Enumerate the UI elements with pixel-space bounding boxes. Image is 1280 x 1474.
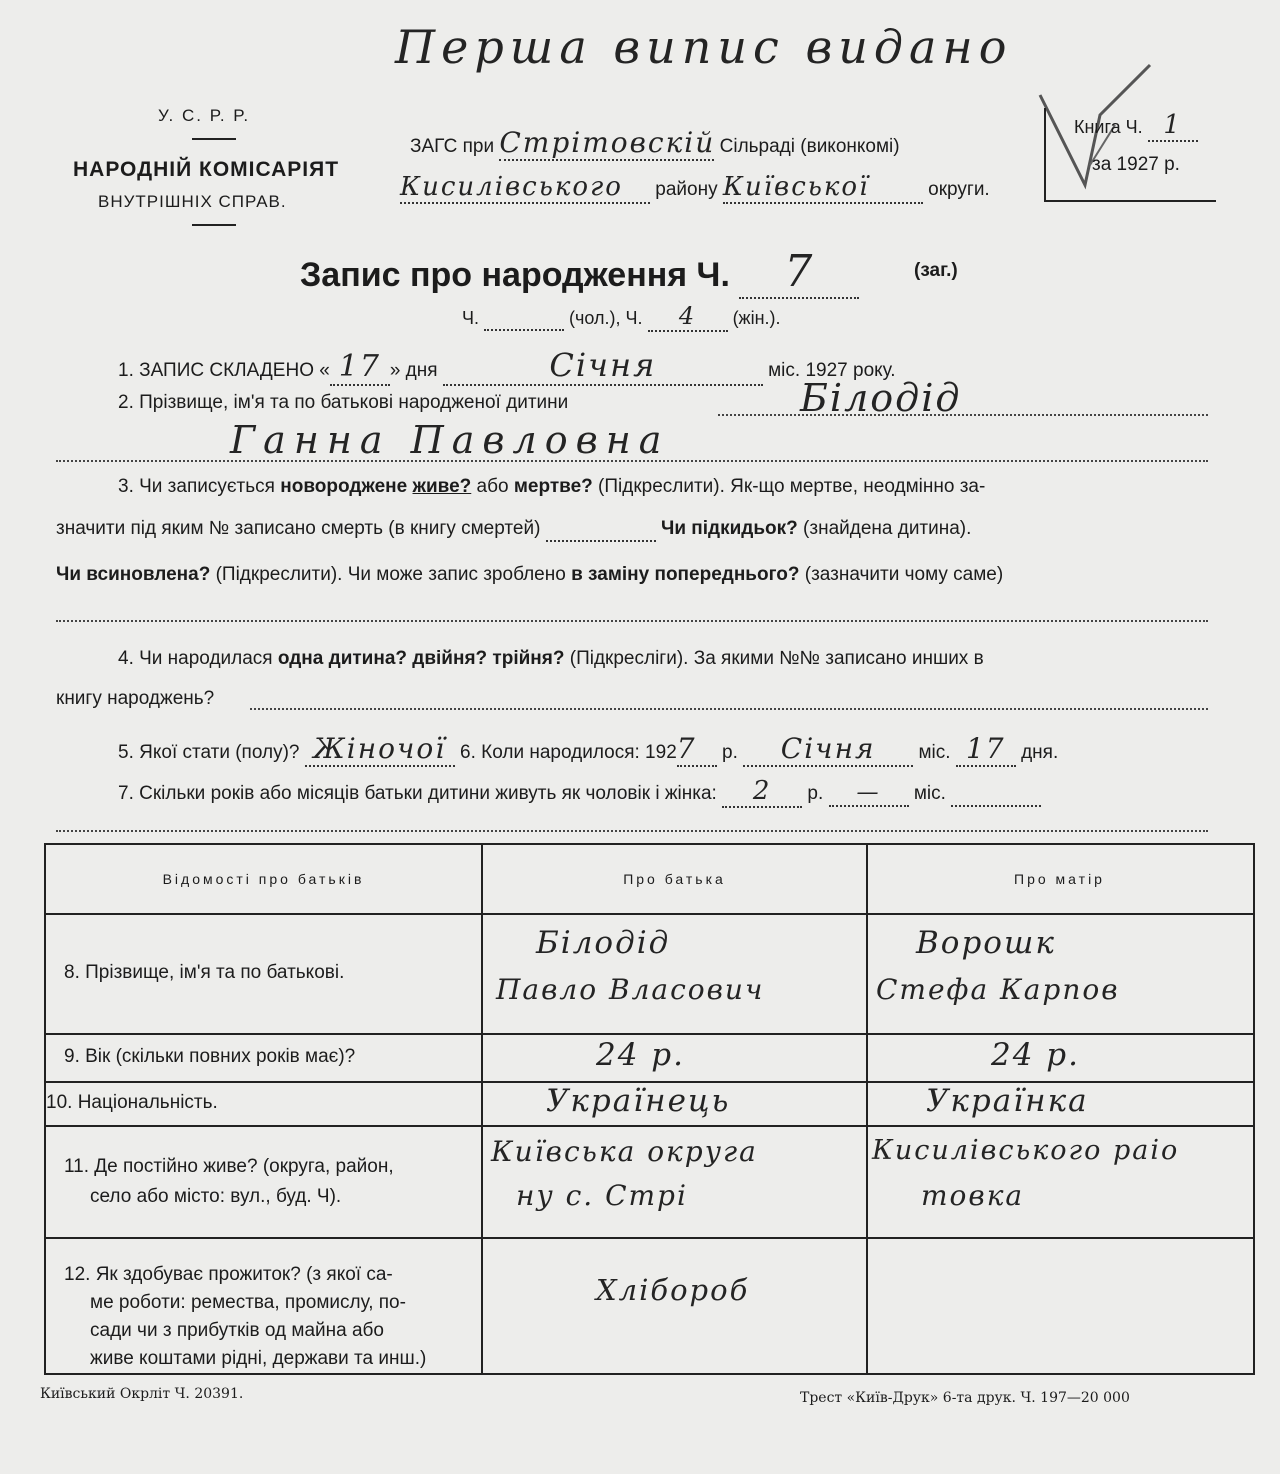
district-handwritten: Кисилівського [400, 172, 650, 204]
q3-foundling: Чи підкидьок? [660, 518, 798, 539]
female-label: (жін.). [732, 308, 781, 328]
q2-line-1 [718, 414, 1208, 416]
book-number-handwritten: 1 [1148, 110, 1198, 142]
q7-line-blank [56, 830, 1208, 832]
q3-t3: (Підкреслити). Як-що мертве, неодмінно за- [598, 476, 986, 497]
zags-line [410, 126, 900, 161]
q1-prefix: 1. ЗАПИС СКЛАДЕНО « [118, 360, 330, 381]
row-8-mother-given: Стефа Карпов [876, 973, 1120, 1006]
zags-suffix: Сільраді (виконкомі) [719, 136, 900, 157]
row-12-label-3: сади чи з прибутків од майна або [90, 1320, 384, 1341]
zags-prefix: ЗАГС при [410, 136, 495, 157]
q6-r: р. [722, 742, 738, 763]
q3-t6: (Підкреслити). Чи може запис зроблено [215, 564, 566, 585]
q4-t2: (Підкресліги). За якими №№ записано инших в [569, 648, 984, 669]
table-row-divider-4 [46, 1125, 1253, 1127]
q7-r: р. [807, 783, 824, 804]
row-11-father-1: Київська округа [491, 1135, 758, 1168]
q3-newborn: новороджене [280, 476, 408, 497]
male-prefix: Ч. [462, 308, 479, 328]
q7-months-handwritten: — [829, 780, 909, 807]
record-total-suffix: (заг.) [914, 260, 958, 281]
q1-day-handwritten: 17 [330, 349, 390, 386]
row-8-father-surname: Білодід [536, 925, 671, 961]
row-12-label-4: живе коштами рідні, держави та инш.) [90, 1348, 427, 1369]
row-12-label-1: 12. Як здобуває прожиток? (з якої са- [64, 1264, 393, 1285]
district-line [400, 172, 990, 204]
q4-line-blank [250, 708, 1208, 710]
top-handwritten-note: Перша виnис видано [395, 20, 1013, 74]
commissariat-title: НАРОДНІЙ КОМІСАРІЯТ [73, 158, 340, 181]
table-header-father: Про батька [623, 871, 726, 887]
header-divider-1 [192, 138, 236, 140]
book-year: за 1927 р. [1092, 154, 1180, 175]
table-col-divider-2 [866, 845, 868, 1373]
q4-t1: 4. Чи народилася [118, 648, 273, 669]
row-11-label-2: село або місто: вул., буд. Ч). [90, 1186, 342, 1207]
book-box [1044, 108, 1216, 202]
okruha-label: округи. [928, 179, 990, 200]
q3-t4: значити під яким № записано смерть (в книгу смертей) [56, 518, 541, 539]
row-11-mother-1: Кисилівського раіо [872, 1135, 1180, 1166]
table-header-mother: Про матір [1014, 871, 1105, 887]
q6-mis: міс. [918, 742, 951, 763]
q1-mid: » дня [389, 360, 438, 381]
table-header-info: Відомості про батьків [162, 871, 365, 887]
state-abbrev: У. С. Р. Р. [158, 106, 251, 125]
q4-line-2: книгу народжень? [56, 688, 215, 709]
table-col-divider-1 [481, 845, 483, 1373]
q5-sex-handwritten: Жіночої [305, 732, 455, 767]
row-11-father-2: ну с. Стрі [516, 1179, 688, 1212]
q2-label: 2. Прізвище, ім'я та по батькові народженої дитини [118, 392, 569, 413]
book-label: Книга Ч. [1074, 117, 1143, 137]
row-9-father-age: 24 р. [596, 1037, 685, 1073]
row-10-father-nationality: Українець [546, 1083, 731, 1119]
q3-dead: мертве? [513, 476, 593, 497]
q3-line-3 [56, 564, 1003, 586]
q6-year-handwritten: 7 [677, 732, 717, 767]
parents-table [44, 843, 1255, 1375]
q2-line-2 [56, 460, 1208, 462]
q7-years-handwritten: 2 [722, 776, 802, 808]
q3-death-blank [546, 518, 656, 542]
commissariat-subtitle: ВНУТРІШНІХ СПРАВ. [98, 192, 287, 211]
table-row-divider-2 [46, 1033, 1253, 1035]
row-9-label: 9. Вік (скільки повних років має)? [64, 1046, 356, 1067]
district-label: району [655, 179, 718, 200]
q3-t2: або [476, 476, 509, 497]
footer-left: Київський Окрліт Ч. 20391. [40, 1386, 244, 1402]
q6-dnya: дня. [1021, 742, 1059, 763]
row-8-mother-surname: Ворошк [916, 925, 1056, 961]
q3-t7: (зазначити чому саме) [804, 564, 1004, 585]
row-12-label-2: ме роботи: ремества, промислу, по- [90, 1292, 406, 1313]
q6-day-handwritten: 17 [956, 732, 1016, 767]
q3-line-blank [56, 620, 1208, 622]
record-title: Запис про народження Ч. [300, 256, 730, 294]
q1-line [118, 346, 896, 386]
q4-line-1 [118, 648, 984, 670]
q7-line [118, 776, 1041, 808]
footer-right: Трест «Київ-Друк» 6-та друк. Ч. 197—20 000 [800, 1390, 1130, 1406]
q7-blank [951, 783, 1041, 807]
female-count-handwritten: 4 [648, 302, 728, 332]
book-number-line [1074, 110, 1198, 142]
q2-surname-handwritten: Білодід [800, 376, 962, 420]
q1-suffix: міс. 1927 року. [768, 360, 896, 381]
row-9-mother-age: 24 р. [991, 1037, 1080, 1073]
q3-line-2 [56, 518, 971, 542]
q3-line-1 [118, 476, 985, 498]
row-12-father-occupation: Хлібороб [596, 1273, 750, 1307]
record-title-line [300, 246, 859, 299]
q3-adopted: Чи всиновлена? [56, 564, 211, 585]
row-11-label-1: 11. Де постійно живе? (округа, район, [64, 1156, 394, 1177]
q7-label: 7. Скільки років або місяців батьки дитини живуть як чоловік і жінка: [118, 783, 717, 804]
q7-mis: міс. [913, 783, 946, 804]
row-8-father-given: Павло Власович [496, 973, 765, 1006]
q3-t5: (знайдена дитина). [803, 518, 972, 539]
row-8-label: 8. Прізвище, ім'я та по батькові. [64, 962, 345, 983]
male-label: (чол.), Ч. [569, 308, 643, 328]
q6-month-handwritten: Січня [743, 732, 913, 767]
q2-name-handwritten: Ганна Павловна [230, 418, 670, 462]
table-row-divider-5 [46, 1237, 1253, 1239]
row-11-mother-2: товка [921, 1179, 1025, 1212]
q3-replacement: в заміну попереднього? [571, 564, 800, 585]
q3-t1: 3. Чи записується [118, 476, 275, 497]
q6-label: 6. Коли народилося: 192 [460, 742, 677, 763]
record-number-handwritten: 7 [739, 246, 859, 299]
male-count-blank [484, 308, 564, 331]
q3-alive: живе? [412, 476, 472, 497]
header-divider-2 [192, 224, 236, 226]
q4-options: одна дитина? двійня? трійня? [277, 648, 565, 669]
okruha-handwritten: Київської [723, 172, 923, 204]
q5-label: 5. Якої стати (полу)? [118, 742, 300, 763]
q1-month-handwritten: Січня [443, 346, 763, 386]
row-10-mother-nationality: Українка [926, 1083, 1089, 1119]
table-row-divider-1 [46, 913, 1253, 915]
village-handwritten: Стрітовскій [499, 126, 716, 159]
row-10-label: 10. Національність. [46, 1092, 218, 1113]
q5-line [118, 732, 1058, 767]
record-gender-line [462, 302, 781, 332]
